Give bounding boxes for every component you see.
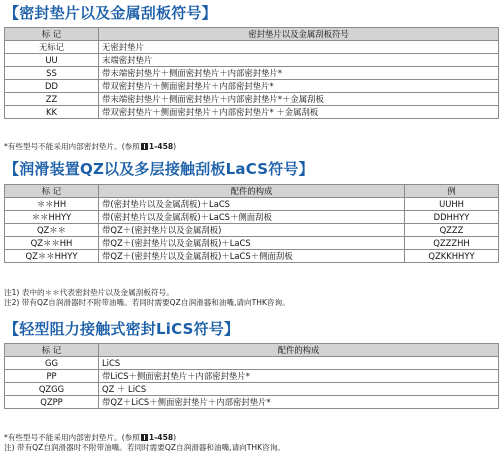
cell-example: QZZZHH xyxy=(405,237,499,250)
table-row xyxy=(5,67,499,80)
cell-config: 带QZ＋(密封垫片以及金属刮板)＋LaCS＋侧面刮板 xyxy=(99,250,405,263)
cell-config: QZ ＋ LiCS xyxy=(99,383,499,396)
table-row xyxy=(5,80,499,93)
table-row xyxy=(5,106,499,119)
col-header-example: 例 xyxy=(405,185,499,198)
page-reference-link[interactable]: 1-458 xyxy=(148,433,174,442)
cell-desc: 带末端密封垫片＋侧面密封垫片＋内部密封垫片* xyxy=(99,67,499,80)
lubrication-table xyxy=(4,184,499,263)
cell-mark: ZZ xyxy=(5,93,99,106)
section3-title: 【轻型阻力接触式密封LiCS符号】 xyxy=(4,320,240,338)
note-end: ) xyxy=(173,433,177,442)
table-row xyxy=(5,211,499,224)
table-row xyxy=(5,93,499,106)
col-header-mark: 标 记 xyxy=(5,185,99,198)
book-icon xyxy=(141,434,148,441)
table-row xyxy=(5,357,499,370)
cell-mark: ＊＊HH xyxy=(5,198,99,211)
cell-desc: 带双密封垫片＋侧面密封垫片＋内部密封垫片* xyxy=(99,80,499,93)
cell-desc: 带末端密封垫片＋侧面密封垫片＋内部密封垫片*＋金属刮板 xyxy=(99,93,499,106)
section1-title: 【密封垫片以及金属刮板符号】 xyxy=(4,4,217,22)
cell-mark: QZGG xyxy=(5,383,99,396)
cell-example: QZKKHHYY xyxy=(405,250,499,263)
cell-config: 带LiCS＋侧面密封垫片＋内部密封垫片* xyxy=(99,370,499,383)
col-header-config: 配件的构成 xyxy=(99,185,405,198)
cell-mark: 无标记 xyxy=(5,41,99,54)
section2-note2: 注2) 带有QZ自润滑器时不附带油嘴。若同时需要QZ自润滑器和油嘴,请向THK咨询。 xyxy=(4,298,290,307)
cell-example: DDHHYY xyxy=(405,211,499,224)
cell-mark: QZ＊＊ xyxy=(5,224,99,237)
table-row xyxy=(5,383,499,396)
section3-note xyxy=(4,433,176,443)
table-row xyxy=(5,54,499,67)
cell-mark: SS xyxy=(5,67,99,80)
seal-table xyxy=(4,27,499,119)
cell-mark: KK xyxy=(5,106,99,119)
col-header-mark: 标 记 xyxy=(5,28,99,41)
book-icon xyxy=(141,143,148,150)
table-row xyxy=(5,224,499,237)
table-row xyxy=(5,41,499,54)
section3-note2: 注) 带有QZ自润滑器时不附带油嘴。若同时需要QZ自润滑器和油嘴,请向THK咨询。 xyxy=(4,443,285,452)
section1-note xyxy=(4,142,176,152)
cell-mark: UU xyxy=(5,54,99,67)
cell-mark: QZ＊＊HH xyxy=(5,237,99,250)
cell-example: UUHH xyxy=(405,198,499,211)
cell-desc: 无密封垫片 xyxy=(99,41,499,54)
table-row xyxy=(5,396,499,409)
lics-table xyxy=(4,343,499,409)
section2-title: 【润滑装置QZ以及多层接触刮板LaCS符号】 xyxy=(4,160,314,178)
cell-example: QZZZ xyxy=(405,224,499,237)
cell-config: 带QZ＋LiCS＋侧面密封垫片＋内部密封垫片* xyxy=(99,396,499,409)
col-header-config: 配件的构成 xyxy=(99,344,499,357)
cell-desc: 带双密封垫片＋侧面密封垫片＋内部密封垫片* ＋金属刮板 xyxy=(99,106,499,119)
cell-mark: QZPP xyxy=(5,396,99,409)
table-row xyxy=(5,250,499,263)
table-header-row xyxy=(5,28,499,41)
table-row xyxy=(5,370,499,383)
note-end: ) xyxy=(173,142,177,151)
note-text: *有些型号不能采用内部密封垫片。(参照 xyxy=(4,433,140,442)
table-row xyxy=(5,237,499,250)
cell-mark: QZ＊＊HHYY xyxy=(5,250,99,263)
section2-note1: 注1) 表中的＊＊代表密封垫片以及金属刮板符号。 xyxy=(4,288,174,297)
cell-config: 带(密封垫片以及金属刮板)＋LaCS＋侧面刮板 xyxy=(99,211,405,224)
cell-mark: ＊＊HHYY xyxy=(5,211,99,224)
table-header-row xyxy=(5,185,499,198)
note-text: *有些型号不能采用内部密封垫片。(参照 xyxy=(4,142,140,151)
page-reference-link[interactable]: 1-458 xyxy=(148,142,174,151)
cell-config: LiCS xyxy=(99,357,499,370)
cell-mark: PP xyxy=(5,370,99,383)
cell-config: 带(密封垫片以及金属刮板)＋LaCS xyxy=(99,198,405,211)
cell-mark: GG xyxy=(5,357,99,370)
cell-mark: DD xyxy=(5,80,99,93)
col-header-seal: 密封垫片以及金属刮板符号 xyxy=(99,28,499,41)
cell-desc: 末端密封垫片 xyxy=(99,54,499,67)
col-header-mark: 标 记 xyxy=(5,344,99,357)
cell-config: 带QZ＋(密封垫片以及金属刮板) xyxy=(99,224,405,237)
cell-config: 带QZ＋(密封垫片以及金属刮板)＋LaCS xyxy=(99,237,405,250)
table-header-row xyxy=(5,344,499,357)
table-row xyxy=(5,198,499,211)
